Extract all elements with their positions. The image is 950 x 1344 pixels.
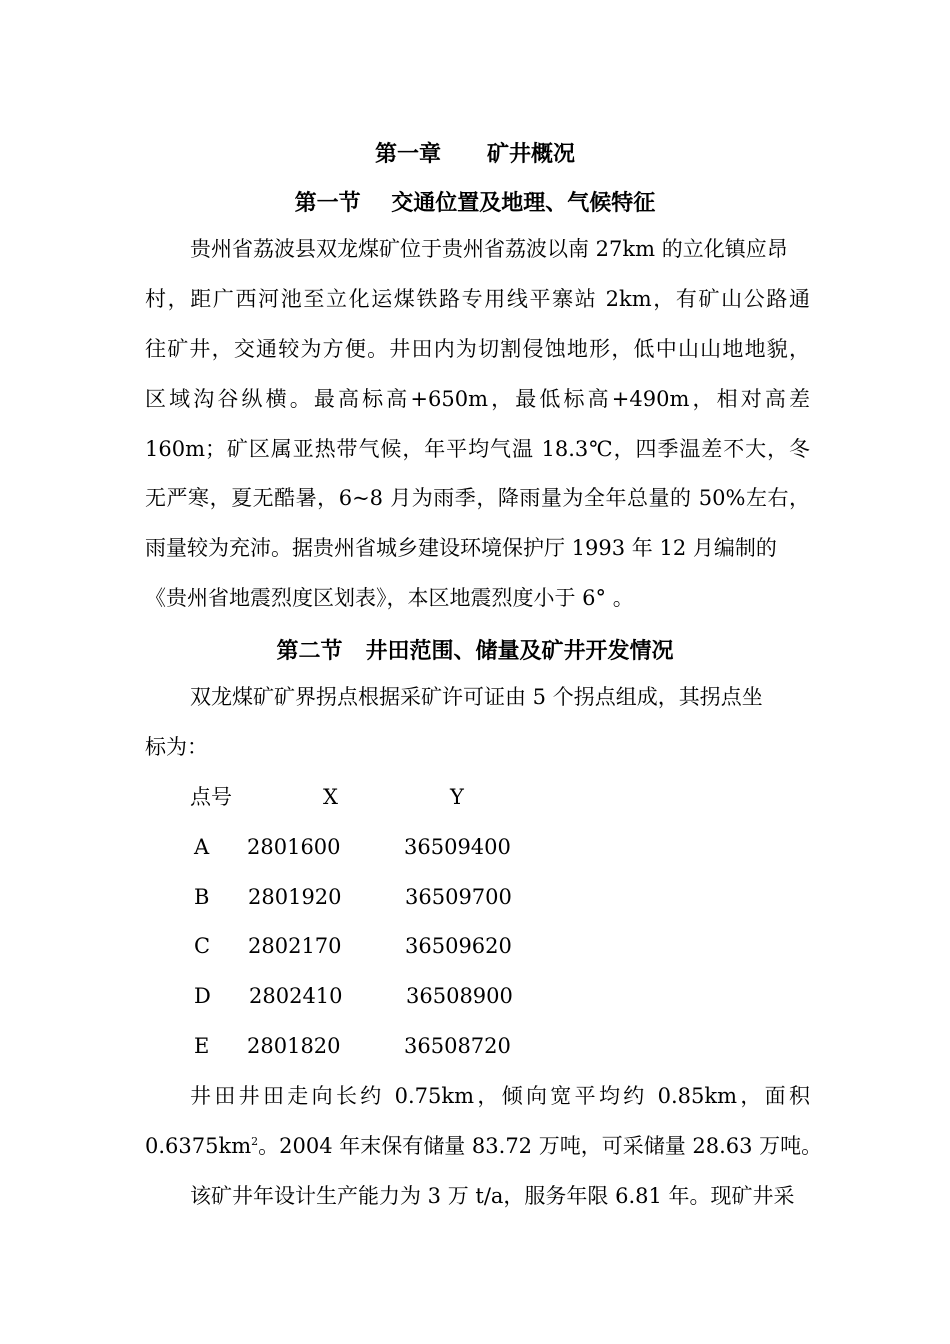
paragraph-line: 《贵州省地震烈度区划表》，本区地震烈度小于 6° 。 — [145, 586, 634, 610]
table-cell-y: 36509700 — [405, 885, 512, 909]
paragraph-line: 井田井田走向长约 0.75km，倾向宽平均约 0.85km，面积 — [190, 1084, 810, 1108]
table-header-x: X — [323, 785, 338, 809]
chapter-title: 第一章 矿井概况 — [375, 141, 575, 167]
table-header-point: 点号 — [190, 785, 232, 809]
paragraph-line: 区域沟谷纵横。最高标高+650m，最低标高+490m，相对高差 — [145, 387, 810, 411]
paragraph-line: 标为： — [145, 735, 208, 759]
paragraph-line: 160m；矿区属亚热带气候，年平均气温 18.3℃，四季温差不大，冬 — [145, 437, 810, 461]
paragraph-line: 雨量较为充沛。据贵州省城乡建设环境保护厅 1993 年 12 月编制的 — [145, 536, 777, 560]
table-cell-x: 2801600 — [247, 835, 341, 859]
paragraph-line: 贵州省荔波县双龙煤矿位于贵州省荔波以南 27km 的立化镇应昂 — [190, 237, 788, 261]
table-cell-y: 36508900 — [406, 984, 513, 1008]
paragraph-line: 往矿井，交通较为方便。井田内为切割侵蚀地形，低中山山地地貌， — [145, 337, 810, 361]
table-cell-point: B — [194, 885, 210, 909]
area-unit-superscript: 2 — [251, 1135, 259, 1148]
table-cell-point: D — [194, 984, 211, 1008]
table-cell-point: C — [194, 934, 211, 958]
paragraph-line: 双龙煤矿矿界拐点根据采矿许可证由 5 个拐点组成，其拐点坐 — [190, 685, 763, 709]
table-cell-y: 36509400 — [404, 835, 511, 859]
table-cell-y: 36509620 — [405, 934, 512, 958]
paragraph-line: 该矿井年设计生产能力为 3 万 t/a，服务年限 6.81 年。现矿井采 — [190, 1184, 795, 1208]
section-2-title: 第二节 井田范围、储量及矿井开发情况 — [276, 638, 674, 664]
paragraph-line: 无严寒，夏无酷暑，6~8 月为雨季，降雨量为全年总量的 50%左右， — [145, 486, 810, 510]
area-value: 0.6375km — [145, 1134, 252, 1158]
table-cell-y: 36508720 — [404, 1034, 511, 1058]
table-cell-point: A — [194, 835, 210, 859]
table-cell-point: E — [194, 1034, 210, 1058]
table-cell-x: 2801820 — [247, 1034, 341, 1058]
table-cell-x: 2802170 — [248, 934, 342, 958]
table-cell-x: 2801920 — [248, 885, 342, 909]
paragraph-line: 村，距广西河池至立化运煤铁路专用线平寨站 2km，有矿山公路通 — [145, 287, 810, 311]
table-cell-x: 2802410 — [249, 984, 343, 1008]
section-1-title: 第一节 交通位置及地理、气候特征 — [294, 190, 656, 216]
reserves-text: 。2004 年末保有储量 83.72 万吨，可采储量 28.63 万吨。 — [258, 1134, 823, 1158]
paragraph-line — [145, 1132, 823, 1160]
table-header-y: Y — [450, 785, 464, 809]
